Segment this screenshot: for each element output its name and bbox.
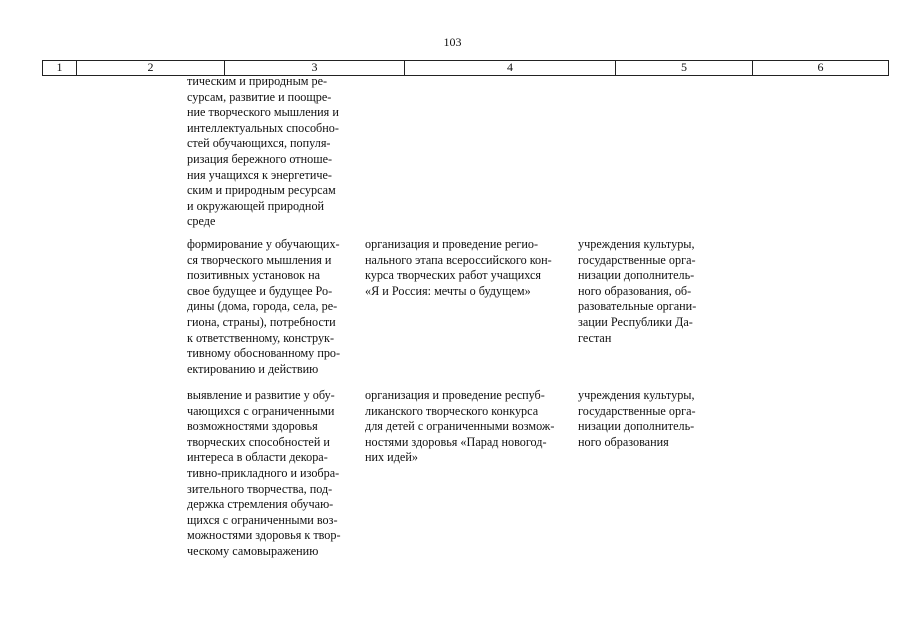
row-2-goal-cell: формирование у обучающих- ся творческого мышления и позитивных установок на свое будущее и будущее Ро- дины (дома, города, села, ре- гиона, страны), потребности к ответственному, конструк- тивному обоснованному про- ектированию и действию	[187, 237, 341, 376]
column-header-6: 6	[752, 61, 889, 75]
column-header-1: 1	[42, 61, 76, 75]
column-header-2: 2	[76, 61, 224, 75]
column-header-5: 5	[615, 61, 752, 75]
column-header-4: 4	[404, 61, 615, 75]
row-3-executor-cell: учреждения культуры, государственные орга- низации дополнитель- ного образования	[578, 388, 696, 449]
table-header-row	[42, 60, 889, 76]
row-1-goal-cell: тическим и природным ре- сурсам, развитие и поощре- ние творческого мышления и интеллектуальных способно- стей обучающихся, популя- ризация бережного отноше- ния учащихся к энергетиче- ским и природным ресурсам и окружающей природной среде	[187, 74, 339, 229]
page-number: 103	[443, 35, 462, 49]
row-2-executor-cell: учреждения культуры, государственные орга- низации дополнитель- ного образования, об- разовательные органи- зации Республики Да- гестан	[578, 237, 697, 345]
row-3-activity-cell: организация и проведение респуб- ликанского творческого конкурса для детей с ограниченными возмож- ностями здоровья «Парад новогод- них идей»	[365, 388, 555, 465]
row-2-activity-cell: организация и проведение регио- нального этапа всероссийского кон- курса творческих работ учащихся «Я и Россия: мечты о будущем»	[365, 237, 552, 298]
column-header-3: 3	[224, 61, 404, 75]
row-3-goal-cell: выявление и развитие у обу- чающихся с ограниченными возможностями здоровья творческих способностей и интереса в области декора- тивно-прикладного и изобра- зительного творчества, под- держка стремления обучаю- щихся с ограниченными воз- можностями здоровья к твор- ческому самовыражению	[187, 388, 341, 558]
